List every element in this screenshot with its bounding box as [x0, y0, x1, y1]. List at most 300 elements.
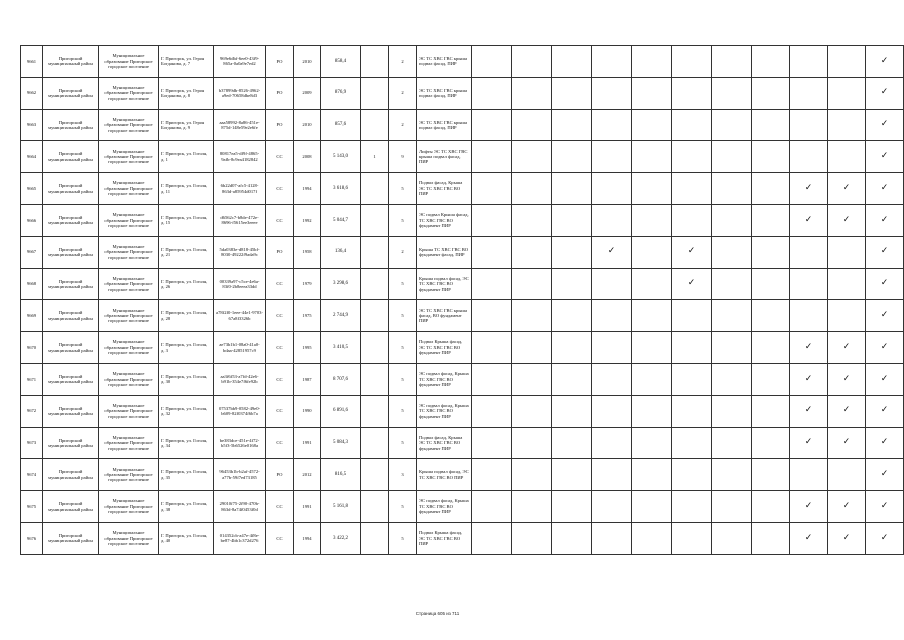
municipality-cell: Муниципальное образование Пригорское городское поселение [99, 236, 159, 268]
year-cell: 1958 [294, 236, 321, 268]
empty-check-cell [592, 332, 632, 364]
municipality-cell: Муниципальное образование Пригорское городское поселение [99, 204, 159, 236]
checkmark-icon: ✓ [790, 173, 828, 205]
empty-check-cell [472, 522, 512, 554]
checkmark-icon: ✓ [790, 522, 828, 554]
empty-check-cell [672, 204, 712, 236]
floors-cell: 5 [389, 300, 417, 332]
work-types-cell: ЭС ТС ХВС ГВС крыша подвал фасад, ПИР [417, 109, 472, 141]
empty-check-cell [552, 204, 592, 236]
empty-check-cell [828, 141, 866, 173]
empty-check-cell [672, 77, 712, 109]
empty-check-cell [752, 46, 790, 78]
empty-check-cell [472, 173, 512, 205]
house-code-cell: 6b22d07-afc5-4128-863d-a85954d017f [214, 173, 266, 205]
empty-check-cell [790, 268, 828, 300]
district-cell: Пригорский муниципальный район [43, 46, 99, 78]
year-cell: 1992 [294, 204, 321, 236]
checkmark-icon: ✓ [866, 363, 904, 395]
empty-check-cell [472, 300, 512, 332]
table-body [21, 46, 904, 555]
empty-check-cell [552, 491, 592, 523]
empty-check-cell [632, 268, 672, 300]
year-cell: 2010 [294, 46, 321, 78]
house-code-cell: 014352cb-a47e-4f8e-be87-4bb1c372d276 [214, 522, 266, 554]
empty-check-cell [672, 109, 712, 141]
year-cell: 1994 [294, 173, 321, 205]
empty-check-cell [672, 141, 712, 173]
empty-check-cell [752, 204, 790, 236]
municipality-cell: Муниципальное образование Пригорское городское поселение [99, 522, 159, 554]
empty-check-cell [790, 141, 828, 173]
address-cell: Г. Пригорск, ул. Гоголя, д. 3 [159, 332, 214, 364]
empty-check-cell [752, 109, 790, 141]
empty-check-cell [752, 427, 790, 459]
empty-check-cell [472, 204, 512, 236]
table-row [21, 46, 904, 78]
empty-check-cell [632, 173, 672, 205]
empty-check-cell [632, 109, 672, 141]
ownership-type-cell: РО [266, 46, 294, 78]
district-cell: Пригорский муниципальный район [43, 395, 99, 427]
empty-check-cell [790, 459, 828, 491]
work-types-cell: ЭС ТС ХВС ГВС крыша подвал фасад, ПИР [417, 77, 472, 109]
checkmark-icon: ✓ [866, 141, 904, 173]
empty-check-cell [672, 459, 712, 491]
empty-check-cell [592, 395, 632, 427]
floors-cell: 5 [389, 173, 417, 205]
empty-check-cell [828, 236, 866, 268]
empty-check-cell [712, 77, 752, 109]
empty-check-cell [790, 46, 828, 78]
empty-check-cell [552, 459, 592, 491]
empty-check-cell [552, 109, 592, 141]
municipality-cell: Муниципальное образование Пригорское городское поселение [99, 173, 159, 205]
empty-check-cell [752, 363, 790, 395]
floors-cell: 9 [389, 141, 417, 173]
checkmark-icon: ✓ [866, 459, 904, 491]
floors-cell: 3 [389, 459, 417, 491]
row-number: 9665 [21, 173, 43, 205]
empty-check-cell [828, 109, 866, 141]
address-cell: Г. Пригорск, ул. Гоголя, д. 38 [159, 491, 214, 523]
house-code-cell: a78f2f0-1eee-44e1-9703-67a8f3326b [214, 300, 266, 332]
checkmark-icon: ✓ [828, 332, 866, 364]
checkmark-icon: ✓ [790, 204, 828, 236]
table-row [21, 300, 904, 332]
empty-check-cell [592, 109, 632, 141]
empty-check-cell [752, 522, 790, 554]
empty-check-cell [512, 141, 552, 173]
empty-check-cell [512, 459, 552, 491]
area-cell: 5 161,8 [321, 491, 361, 523]
checkmark-icon: ✓ [866, 300, 904, 332]
ownership-type-cell: СС [266, 395, 294, 427]
table-row [21, 363, 904, 395]
floors-cell: 5 [389, 268, 417, 300]
empty-check-cell [552, 363, 592, 395]
empty-check-cell [512, 173, 552, 205]
empty-check-cell [592, 141, 632, 173]
district-cell: Пригорский муниципальный район [43, 522, 99, 554]
address-cell: Г. Пригорск, ул. Гоголя, д. 30 [159, 363, 214, 395]
empty-check-cell [712, 300, 752, 332]
floors-cell: 5 [389, 522, 417, 554]
work-types-cell: ЭС подвал Крыша фасад, ТС ХВС ГВС ВО фундамент ПИР [417, 204, 472, 236]
row-number: 9676 [21, 522, 43, 554]
area-cell: 6 891,6 [321, 395, 361, 427]
row-number: 9670 [21, 332, 43, 364]
empty-check-cell [632, 459, 672, 491]
house-code-cell: d6562c7-b8de-472e-8696-f5615ee3eeee [214, 204, 266, 236]
district-cell: Пригорский муниципальный район [43, 77, 99, 109]
empty-check-cell [712, 109, 752, 141]
entrances-cell [361, 363, 389, 395]
empty-check-cell [752, 268, 790, 300]
ownership-type-cell: СС [266, 427, 294, 459]
checkmark-icon: ✓ [866, 109, 904, 141]
year-cell: 2010 [294, 109, 321, 141]
entrances-cell [361, 395, 389, 427]
municipality-cell: Муниципальное образование Пригорское городское поселение [99, 268, 159, 300]
floors-cell: 5 [389, 395, 417, 427]
area-cell: 3 422,2 [321, 522, 361, 554]
table-row [21, 268, 904, 300]
address-cell: Г. Пригорск, ул. Гоголя, д. 21 [159, 236, 214, 268]
empty-check-cell [712, 395, 752, 427]
floors-cell: 2 [389, 77, 417, 109]
house-code-cell: 07537bb9-0582-49e0-b609-82f0374f6b7a [214, 395, 266, 427]
work-types-cell: ЭС ТС ХВС ГВС крыша подвал фасад, ПИР [417, 46, 472, 78]
address-cell: Г. Пригорск, ул. Гоголя, д. 40 [159, 522, 214, 554]
checkmark-icon: ✓ [790, 363, 828, 395]
row-number: 9669 [21, 300, 43, 332]
house-code-cell: 29010f75-2f90-470b-863d-8a74f0453f0d [214, 491, 266, 523]
empty-check-cell [472, 491, 512, 523]
work-types-cell: Подвал Крыша фасад, ЭС ТС ХВС ГВС ВО фундамент ПИР [417, 332, 472, 364]
empty-check-cell [512, 268, 552, 300]
empty-check-cell [472, 236, 512, 268]
checkmark-icon: ✓ [866, 77, 904, 109]
address-cell: Г. Пригорск, ул. Героя Богданова, д. 9 [159, 109, 214, 141]
empty-check-cell [592, 427, 632, 459]
work-types-cell: Крыша подвал фасад, ЭС ТС ХВС ГВС ВО фундамент ПИР [417, 268, 472, 300]
district-cell: Пригорский муниципальный район [43, 363, 99, 395]
area-cell: 858,4 [321, 46, 361, 78]
ownership-type-cell: СС [266, 300, 294, 332]
municipality-cell: Муниципальное образование Пригорское городское поселение [99, 491, 159, 523]
empty-check-cell [712, 491, 752, 523]
empty-check-cell [592, 204, 632, 236]
floors-cell: 2 [389, 109, 417, 141]
empty-check-cell [552, 77, 592, 109]
empty-check-cell [790, 77, 828, 109]
empty-check-cell [712, 204, 752, 236]
work-types-cell: Подвал Крыша фасад, ЭС ТС ХВС ГВС ВО ПИР [417, 522, 472, 554]
empty-check-cell [632, 77, 672, 109]
house-code-cell: ae73b1b1-08a0-41a0-bdaa-42851957c9 [214, 332, 266, 364]
empty-check-cell [632, 236, 672, 268]
checkmark-icon: ✓ [828, 395, 866, 427]
checkmark-icon: ✓ [790, 332, 828, 364]
entrances-cell [361, 109, 389, 141]
empty-check-cell [828, 46, 866, 78]
checkmark-icon: ✓ [866, 204, 904, 236]
checkmark-icon: ✓ [790, 491, 828, 523]
table-row [21, 332, 904, 364]
area-cell: 8 707,6 [321, 363, 361, 395]
district-cell: Пригорский муниципальный район [43, 109, 99, 141]
empty-check-cell [472, 332, 512, 364]
empty-check-cell [552, 236, 592, 268]
page-footer: Страница 605 из 711 [415, 611, 460, 616]
address-cell: Г. Пригорск, ул. Гоголя, д. 1 [159, 141, 214, 173]
district-cell: Пригорский муниципальный район [43, 300, 99, 332]
address-cell: Г. Пригорск, ул. Гоголя, д. 11 [159, 173, 214, 205]
empty-check-cell [712, 427, 752, 459]
row-number: 9663 [21, 109, 43, 141]
empty-check-cell [712, 141, 752, 173]
empty-check-cell [712, 363, 752, 395]
empty-check-cell [472, 268, 512, 300]
empty-check-cell [512, 427, 552, 459]
municipality-cell: Муниципальное образование Пригорское городское поселение [99, 300, 159, 332]
house-code-cell: aaa58992-8a86-451e-875d-148e59e2e6fe [214, 109, 266, 141]
row-number: 9673 [21, 427, 43, 459]
empty-check-cell [752, 395, 790, 427]
empty-check-cell [712, 236, 752, 268]
empty-check-cell [512, 204, 552, 236]
floors-cell: 5 [389, 332, 417, 364]
empty-check-cell [672, 491, 712, 523]
empty-check-cell [712, 332, 752, 364]
municipality-cell: Муниципальное образование Пригорское городское поселение [99, 332, 159, 364]
empty-check-cell [752, 459, 790, 491]
municipality-cell: Муниципальное образование Пригорское городское поселение [99, 46, 159, 78]
row-number: 9671 [21, 363, 43, 395]
empty-check-cell [472, 395, 512, 427]
ownership-type-cell: РО [266, 459, 294, 491]
empty-check-cell [632, 46, 672, 78]
area-cell: 816,5 [321, 459, 361, 491]
work-types-cell: ЭС подвал фасад, Крыша ТС ХВС ГВС ВО фундамент ПИР [417, 363, 472, 395]
empty-check-cell [472, 459, 512, 491]
empty-check-cell [752, 173, 790, 205]
empty-check-cell [672, 332, 712, 364]
year-cell: 1991 [294, 491, 321, 523]
empty-check-cell [712, 522, 752, 554]
empty-check-cell [828, 459, 866, 491]
entrances-cell [361, 459, 389, 491]
table-row [21, 236, 904, 268]
empty-check-cell [790, 236, 828, 268]
empty-check-cell [632, 491, 672, 523]
empty-check-cell [672, 522, 712, 554]
row-number: 9661 [21, 46, 43, 78]
checkmark-icon: ✓ [828, 491, 866, 523]
district-cell: Пригорский муниципальный район [43, 141, 99, 173]
floors-cell: 5 [389, 204, 417, 236]
floors-cell: 5 [389, 491, 417, 523]
empty-check-cell [512, 491, 552, 523]
address-cell: Г. Пригорск, ул. Героя Богданова, д. 8 [159, 77, 214, 109]
empty-check-cell [592, 46, 632, 78]
empty-check-cell [512, 109, 552, 141]
empty-check-cell [512, 300, 552, 332]
checkmark-icon: ✓ [866, 173, 904, 205]
empty-check-cell [552, 141, 592, 173]
empty-check-cell [512, 522, 552, 554]
area-cell: 876,9 [321, 77, 361, 109]
empty-check-cell [592, 268, 632, 300]
area-cell: 5 044,7 [321, 204, 361, 236]
entrances-cell [361, 491, 389, 523]
year-cell: 1995 [294, 332, 321, 364]
empty-check-cell [632, 522, 672, 554]
empty-check-cell [512, 395, 552, 427]
area-cell: 5 084,3 [321, 427, 361, 459]
ownership-type-cell: СС [266, 363, 294, 395]
empty-check-cell [752, 300, 790, 332]
entrances-cell [361, 236, 389, 268]
district-cell: Пригорский муниципальный район [43, 173, 99, 205]
year-cell: 1975 [294, 300, 321, 332]
empty-check-cell [672, 46, 712, 78]
address-cell: Г. Пригорск, ул. Гоголя, д. 35 [159, 459, 214, 491]
empty-check-cell [512, 332, 552, 364]
empty-check-cell [592, 300, 632, 332]
work-types-cell: Крыша ТС ХВС ГВС ВО фундамент фасад, ПИР [417, 236, 472, 268]
house-code-cell: 80817ea5-df9f-4865-9afb-8c9ea4182842 [214, 141, 266, 173]
year-cell: 2012 [294, 459, 321, 491]
house-code-cell: b37899db-8526-4962-a9ed-70658dbe8d3 [214, 77, 266, 109]
entrances-cell [361, 46, 389, 78]
ownership-type-cell: СС [266, 332, 294, 364]
floors-cell: 2 [389, 236, 417, 268]
empty-check-cell [472, 141, 512, 173]
table-row [21, 77, 904, 109]
table-row [21, 109, 904, 141]
municipality-cell: Муниципальное образование Пригорское городское поселение [99, 395, 159, 427]
empty-check-cell [672, 173, 712, 205]
house-code-cell: 00339a97-c5ce-4e6a-83f0-2b8eeea33dd [214, 268, 266, 300]
work-types-cell: ЭС подвал фасад, Крыша ТС ХВС ГВС ВО фундамент ПИР [417, 491, 472, 523]
table-row [21, 173, 904, 205]
municipality-cell: Муниципальное образование Пригорское городское поселение [99, 109, 159, 141]
floors-cell: 5 [389, 427, 417, 459]
ownership-type-cell: СС [266, 173, 294, 205]
checkmark-icon: ✓ [592, 236, 632, 268]
empty-check-cell [552, 173, 592, 205]
municipality-cell: Муниципальное образование Пригорское городское поселение [99, 427, 159, 459]
entrances-cell [361, 173, 389, 205]
checkmark-icon: ✓ [866, 395, 904, 427]
house-code-cell: be383dce-451e-4f72-b5f3-5b6526e0168a [214, 427, 266, 459]
area-cell: 3 298,6 [321, 268, 361, 300]
empty-check-cell [592, 77, 632, 109]
empty-check-cell [752, 332, 790, 364]
area-cell: 136,4 [321, 236, 361, 268]
checkmark-icon: ✓ [828, 204, 866, 236]
empty-check-cell [752, 491, 790, 523]
empty-check-cell [712, 459, 752, 491]
empty-check-cell [552, 300, 592, 332]
row-number: 9674 [21, 459, 43, 491]
table-row [21, 522, 904, 554]
checkmark-icon: ✓ [866, 332, 904, 364]
checkmark-icon: ✓ [866, 522, 904, 554]
municipality-cell: Муниципальное образование Пригорское городское поселение [99, 77, 159, 109]
checkmark-icon: ✓ [672, 268, 712, 300]
row-number: 9672 [21, 395, 43, 427]
empty-check-cell [512, 46, 552, 78]
empty-check-cell [592, 173, 632, 205]
area-cell: 857,6 [321, 109, 361, 141]
municipality-cell: Муниципальное образование Пригорское городское поселение [99, 363, 159, 395]
empty-check-cell [512, 77, 552, 109]
ownership-type-cell: СС [266, 491, 294, 523]
empty-check-cell [592, 459, 632, 491]
empty-check-cell [472, 46, 512, 78]
address-cell: Г. Пригорск, ул. Гоголя, д. 32 [159, 395, 214, 427]
work-types-cell: Крыша подвал фасад, ЭС ТС ХВС ГВС ВО ПИР [417, 459, 472, 491]
house-code-cell: aa3f6f53-a7fd-42e6-b91b-354e7f6fe92b [214, 363, 266, 395]
empty-check-cell [632, 300, 672, 332]
empty-check-cell [552, 522, 592, 554]
document-sheet [20, 45, 889, 555]
table-row [21, 204, 904, 236]
district-cell: Пригорский муниципальный район [43, 332, 99, 364]
address-cell: Г. Пригорск, ул. Героя Богданова, д. 7 [159, 46, 214, 78]
area-cell: 5 143,0 [321, 141, 361, 173]
district-cell: Пригорский муниципальный район [43, 427, 99, 459]
empty-check-cell [632, 427, 672, 459]
district-cell: Пригорский муниципальный район [43, 459, 99, 491]
empty-check-cell [632, 204, 672, 236]
year-cell: 2008 [294, 141, 321, 173]
empty-check-cell [472, 363, 512, 395]
empty-check-cell [672, 363, 712, 395]
ownership-type-cell: СС [266, 141, 294, 173]
empty-check-cell [552, 395, 592, 427]
year-cell: 1994 [294, 522, 321, 554]
empty-check-cell [552, 268, 592, 300]
floors-cell: 2 [389, 46, 417, 78]
checkmark-icon: ✓ [828, 522, 866, 554]
area-cell: 3 618,6 [321, 173, 361, 205]
ownership-type-cell: РО [266, 109, 294, 141]
ownership-type-cell: РО [266, 77, 294, 109]
row-number: 9664 [21, 141, 43, 173]
checkmark-icon: ✓ [828, 173, 866, 205]
address-cell: Г. Пригорск, ул. Гоголя, д. 15 [159, 204, 214, 236]
empty-check-cell [712, 173, 752, 205]
work-types-cell: Подвал фасад, Крыша ЭС ТС ХВС ГВС ВО фундамент ПИР [417, 427, 472, 459]
checkmark-icon: ✓ [828, 427, 866, 459]
empty-check-cell [752, 236, 790, 268]
checkmark-icon: ✓ [866, 236, 904, 268]
checkmark-icon: ✓ [866, 491, 904, 523]
year-cell: 1991 [294, 427, 321, 459]
entrances-cell [361, 427, 389, 459]
year-cell: 1990 [294, 395, 321, 427]
checkmark-icon: ✓ [672, 236, 712, 268]
municipality-cell: Муниципальное образование Пригорское городское поселение [99, 459, 159, 491]
empty-check-cell [672, 300, 712, 332]
area-cell: 2 744,9 [321, 300, 361, 332]
district-cell: Пригорский муниципальный район [43, 236, 99, 268]
checkmark-icon: ✓ [866, 427, 904, 459]
